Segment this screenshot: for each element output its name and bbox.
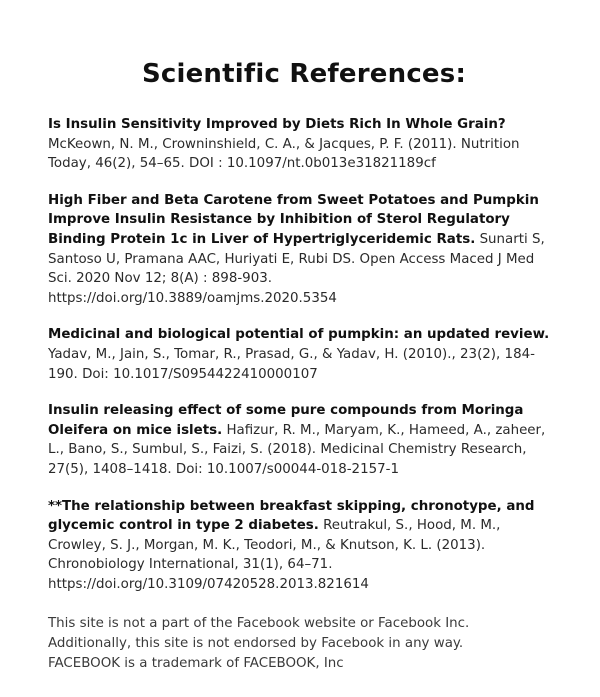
disclaimer-line: Additionally, this site is not endorsed by Facebook in any way. [48, 636, 464, 652]
reference-item [48, 115, 560, 174]
reference-item [48, 401, 560, 479]
reference-citation: Yadav, M., Jain, S., Tomar, R., Prasad, G., & Yadav, H. (2010)., 23(2), 184-190. Doi: 10.1017/S0954422410000107 [48, 346, 535, 382]
reference-list [48, 115, 560, 594]
reference-title: Is Insulin Sensitivity Improved by Diets Rich In Whole Grain? [48, 117, 506, 132]
disclaimer [48, 614, 560, 673]
reference-item [48, 325, 560, 384]
reference-item [48, 497, 560, 595]
reference-citation: Sunarti S, Santoso U, Pramana AAC, Huriyati E, Rubi DS. Open Access Maced J Med Sci. 2020 Nov 12; 8(A) : 898-903. https://doi.org/10.3889/oamjms.2020.5354 [48, 231, 545, 306]
page-title: Scientific References: [141, 59, 467, 89]
reference-citation: Hafizur, R. M., Maryam, K., Hameed, A., zaheer, L., Bano, S., Sumbul, S., Faizi, S. (2018). Medicinal Chemistry Research, 27(5), 1408–1418. Doi: 10.1007/s00044-018-2157-1 [48, 422, 546, 477]
disclaimer-line: FACEBOOK is a trademark of FACEBOOK, Inc [48, 655, 344, 671]
reference-title: High Fiber and Beta Carotene from Sweet Potatoes and Pumpkin Improve Insulin Resistance by Inhibition of Sterol Regulatory Binding Protein 1c in Liver of Hypertriglyceridemic Rats. [48, 192, 539, 247]
reference-citation: Reutrakul, S., Hood, M. M., Crowley, S. J., Morgan, M. K., Teodori, M., & Knutson, K. L. (2013). Chronobiology International, 31(1), 64–71. https://doi.org/10.3109/07420528.2013.821614 [48, 518, 501, 592]
reference-title: Medicinal and biological potential of pumpkin: an updated review. [48, 327, 550, 343]
reference-item [48, 191, 560, 309]
reference-citation: McKeown, N. M., Crowninshield, C. A., & Jacques, P. F. (2011). Nutrition Today, 46(2), 54–65. DOI : 10.1097/nt.0b013e31821189cf [48, 136, 520, 172]
reference-title: Insulin releasing effect of some pure compounds from Moringa Oleifera on mice islets. [48, 403, 524, 438]
reference-title: **The relationship between breakfast skipping, chronotype, and glycemic control in type 2 diabetes. [48, 498, 535, 534]
disclaimer-line: This site is not a part of the Facebook website or Facebook Inc. [48, 616, 470, 632]
